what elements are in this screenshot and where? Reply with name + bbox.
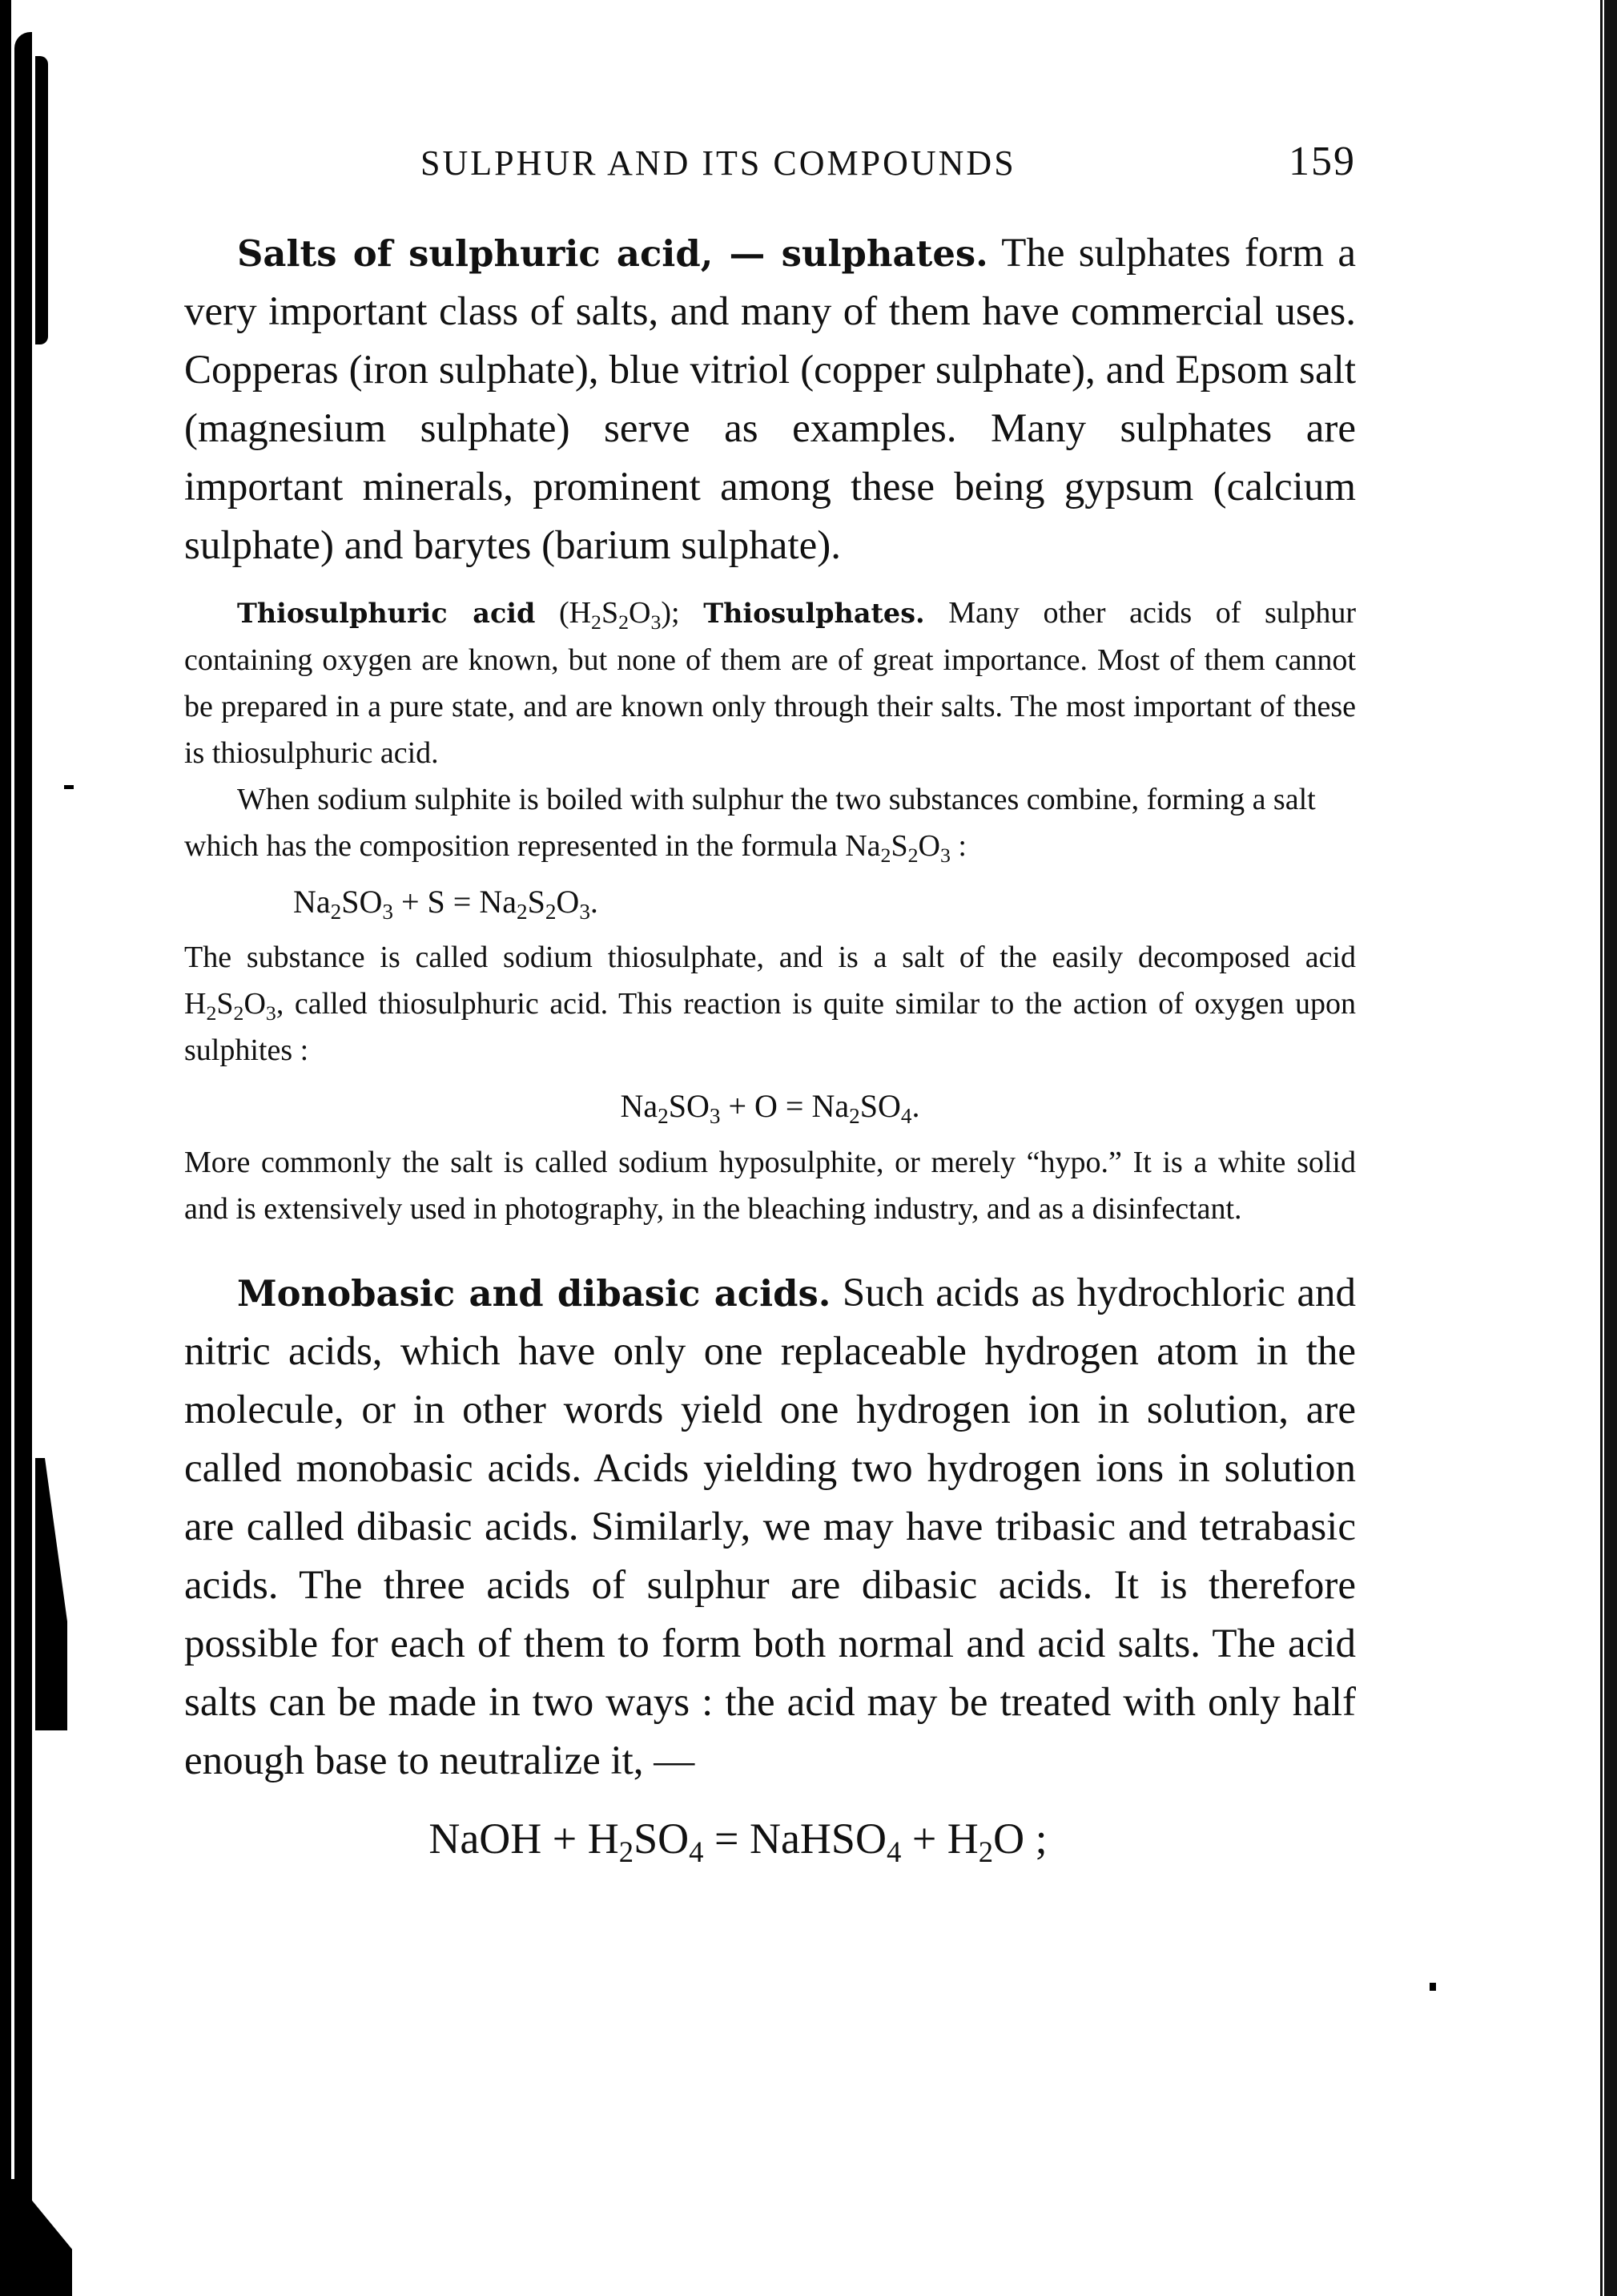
subscript: 3 [939,843,951,867]
paragraph-text: Many other acids of sulphur containing oxygen are known, but none of them are of great importance. Most of them cannot be prepared in a pure state, and are known only through their salts. The most important of these is thiosulphuric acid. [184,596,1356,770]
subscript: 2 [233,1001,244,1025]
paragraph-text: When sodium sulphite is boiled with sulphur the two substances combine, forming a salt which has the composition represented in the formula Na [184,783,1316,863]
formula-text: S [216,987,234,1021]
subscript: 2 [206,1001,217,1025]
heading-thiosulphuric-acid: Thiosulphuric acid [237,598,536,629]
heading-thiosulphates: Thiosulphates. [703,598,925,629]
subscript: 2 [907,843,919,867]
running-head [420,138,1356,185]
formula-text: O [629,596,651,630]
formula-text: ); [661,596,704,630]
paragraph-text: Such acids as hydrochloric and nitric acids, which have only one replaceable hydrogen atom in the molecule, or in other words yield one hydrogen ion in solution, are called monobasic acids. Acids yielding two hydrogen ions in solution are called dibasic acids. Similarly, we may have tribasic and tetrabasic acids. The three acids of sulphur are dibasic acids. It is therefore possible for each of them to form both normal and acid salts. The acid salts can be made in two ways : the acid may be treated with only half enough base to neutralize it, — [184,1271,1356,1783]
formula-text: O [918,829,940,863]
page-body [184,224,1356,1871]
subscript: 2 [618,610,630,634]
formula-text: S [891,829,908,863]
chapter-title: SULPHUR AND ITS COMPOUNDS [420,143,1016,183]
subscript: 3 [265,1001,276,1025]
paragraph-text: The substance is called sodium thiosulphate, and is a salt of the easily decomposed acid H [184,941,1356,1021]
paragraph-text: The sulphates form a very important class of salts, and many of them have commercial uses. Copperas (iron sulphate), blue vitriol (copper sulphate), and Epsom salt (magnesium sulphate) serve as examples. Many sulphates are important minerals, prominent among these being gypsum (calcium sulphate) and barytes (barium sulphate). [184,231,1356,568]
heading-monobasic: Monobasic and dibasic acids. [237,1272,831,1315]
formula-text: O [243,987,266,1021]
paragraph-sulphates [184,224,1356,575]
subscript: 3 [650,610,662,634]
paragraph-thiosulphuric [184,590,1356,776]
page-number: 159 [1289,139,1356,184]
paragraph-sodium-sulphite [184,776,1356,924]
equation-thiosulphate: $Na_2SO_3 + S = Na_2S_2O_3$. [293,884,598,924]
paragraph-sodium-thiosulphate [184,934,1356,1073]
paragraph-hypo: More commonly the salt is called sodium hyposulphite, or merely “hypo.” It is a white solid and is extensively used in photography, in the bleaching industry, and as a disinfectant. [184,1146,1356,1226]
formula-text: : [958,829,967,863]
paragraph-text: , called thiosulphuric acid. This reaction is quite similar to the action of oxygen upon sulphites : [184,987,1356,1067]
paragraph-monobasic [184,1264,1356,1790]
book-binding-shadow [0,0,72,2296]
subscript: 2 [880,843,891,867]
subscript: 2 [591,610,601,634]
formula-text: (H [535,596,592,630]
heading-sulphates: Salts of sulphuric acid, — sulphates. [237,232,988,275]
equation-acid-salt: NaOH + $H_2SO_4$ = NaHSO$_4$ + $H_2O$ ; [428,1815,1048,1869]
formula-text: S [601,596,619,630]
equation-sulphite-oxidation: $Na_2SO_3 + O = Na_2SO_4$. [620,1088,920,1129]
page-edge-shadow [1604,0,1617,2296]
